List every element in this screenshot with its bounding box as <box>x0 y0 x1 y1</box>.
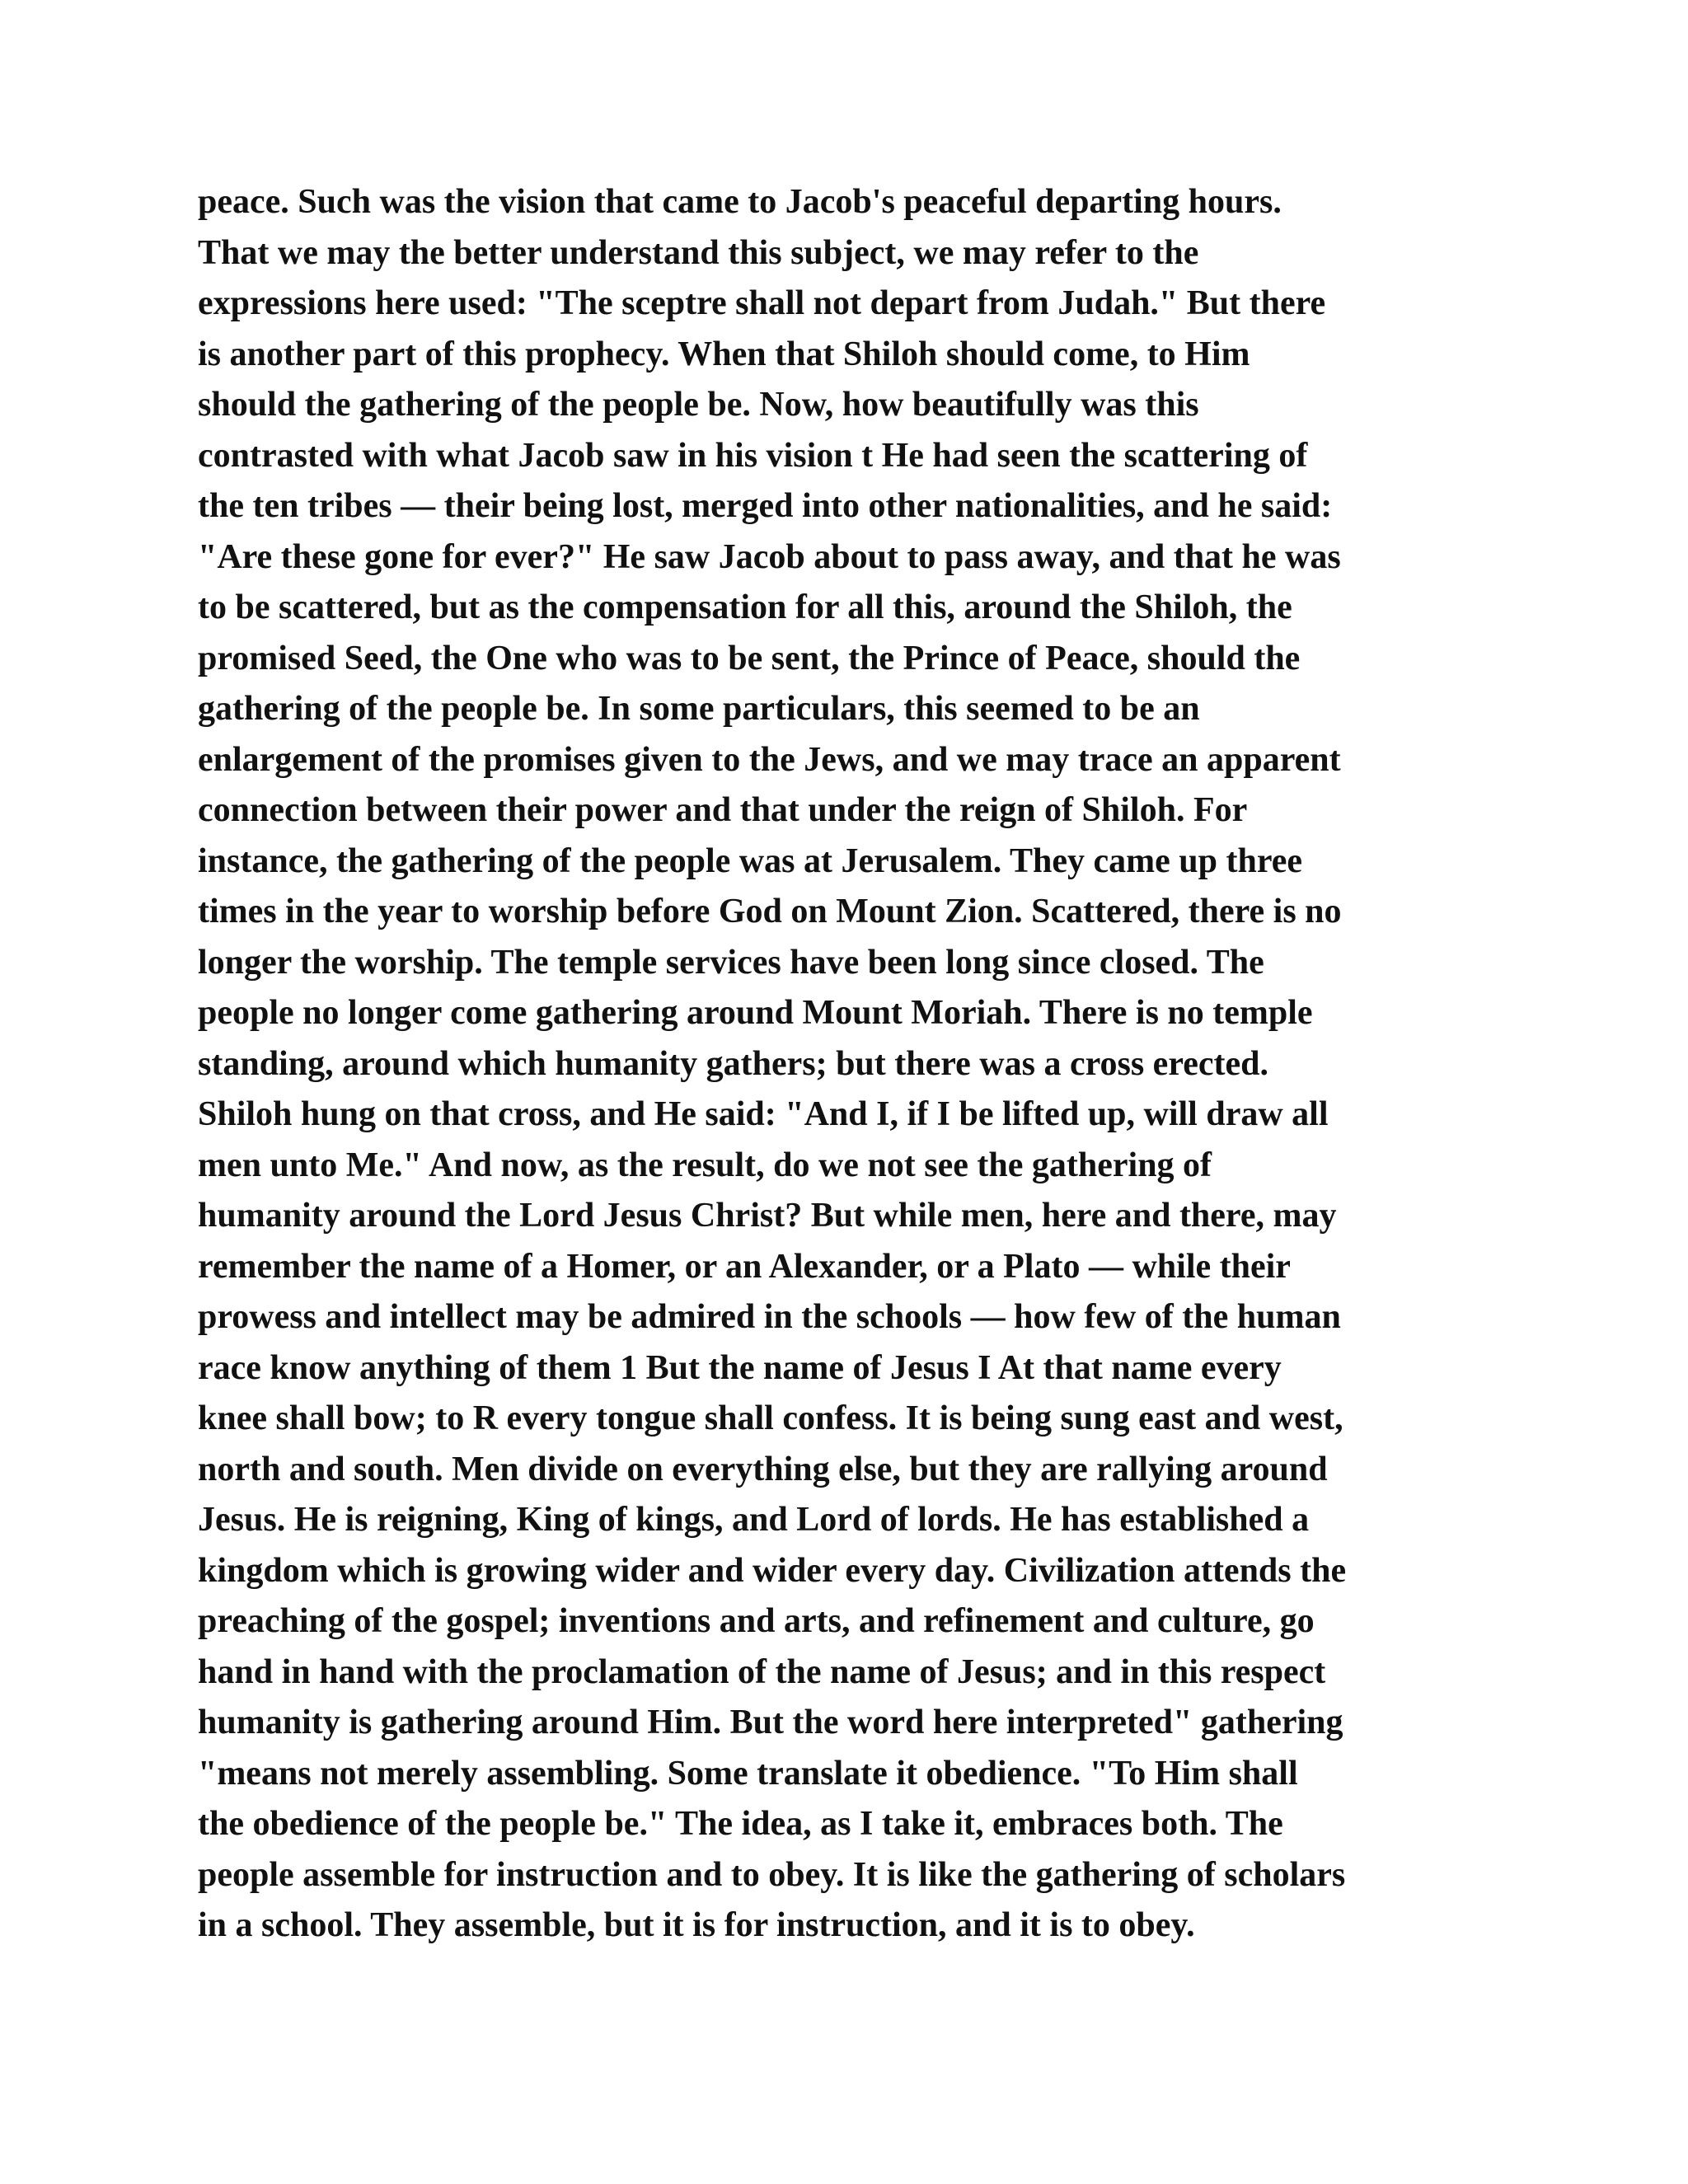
text-line: the obedience of the people be." The idea, as I take it, embraces both. The <box>198 1805 1283 1843</box>
text-line: should the gathering of the people be. Now, how beautifully was this <box>198 386 1199 424</box>
text-line: prowess and intellect may be admired in the schools — how few of the human <box>198 1298 1341 1336</box>
text-line: Shiloh hung on that cross, and He said: "And I, if I be lifted up, will draw all <box>198 1095 1329 1133</box>
text-line: hand in hand with the proclamation of the name of Jesus; and in this respect <box>198 1652 1326 1691</box>
text-line: humanity around the Lord Jesus Christ? But while men, here and there, may <box>198 1197 1337 1235</box>
text-line: expressions here used: "The sceptre shall not depart from Judah." But there <box>198 284 1326 322</box>
text-line: times in the year to worship before God on Mount Zion. Scattered, there is no <box>198 893 1342 930</box>
text-line: "Are these gone for ever?" He saw Jacob about to pass away, and that he was <box>198 537 1341 576</box>
text-line: is another part of this prophecy. When that Shiloh should come, to Him <box>198 335 1250 373</box>
text-line: humanity is gathering around Him. But the word here interpreted" gathering <box>198 1704 1343 1741</box>
text-line: preaching of the gospel; inventions and arts, and refinement and culture, go <box>198 1602 1315 1640</box>
text-line: people assemble for instruction and to obey. It is like the gathering of scholars <box>198 1855 1346 1894</box>
text-line: men unto Me." And now, as the result, do we not see the gathering of <box>198 1146 1212 1184</box>
text-line: contrasted with what Jacob saw in his vision t He had seen the scattering of <box>198 436 1308 475</box>
text-line: north and south. Men divide on everything else, but they are rallying around <box>198 1450 1328 1488</box>
text-line: That we may the better understand this subject, we may refer to the <box>198 233 1199 272</box>
text-line: kingdom which is growing wider and wider every day. Civilization attends the <box>198 1551 1347 1590</box>
text-line: connection between their power and that under the reign of Shiloh. For <box>198 791 1248 829</box>
text-line: peace. Such was the vision that came to Jacob's peaceful departing hours. <box>198 183 1282 221</box>
text-line: to be scattered, but as the compensation for all this, around the Shiloh, the <box>198 588 1292 626</box>
body-text <box>198 177 1517 1952</box>
text-line: gathering of the people be. In some particulars, this seemed to be an <box>198 690 1200 728</box>
text-line: longer the worship. The temple services have been long since closed. The <box>198 943 1264 982</box>
text-line: promised Seed, the One who was to be sent, the Prince of Peace, should the <box>198 639 1301 677</box>
text-line: the ten tribes — their being lost, merged into other nationalities, and he said: <box>198 487 1333 525</box>
text-line: knee shall bow; to R every tongue shall confess. It is being sung east and west, <box>198 1399 1343 1437</box>
text-line: enlargement of the promises given to the Jews, and we may trace an apparent <box>198 740 1341 779</box>
text-line: in a school. They assemble, but it is for instruction, and it is to obey. <box>198 1906 1195 1944</box>
text-line: race know anything of them 1 But the name of Jesus I At that name every <box>198 1348 1282 1387</box>
text-line: remember the name of a Homer, or an Alexander, or a Plato — while their <box>198 1247 1291 1286</box>
text-line: Jesus. He is reigning, King of kings, and Lord of lords. He has established a <box>198 1501 1310 1539</box>
text-line: instance, the gathering of the people was at Jerusalem. They came up three <box>198 841 1302 880</box>
text-line: "means not merely assembling. Some translate it obedience. "To Him shall <box>198 1754 1298 1793</box>
text-line: people no longer come gathering around Mount Moriah. There is no temple <box>198 994 1313 1032</box>
text-line: standing, around which humanity gathers; but there was a cross erected. <box>198 1044 1268 1083</box>
